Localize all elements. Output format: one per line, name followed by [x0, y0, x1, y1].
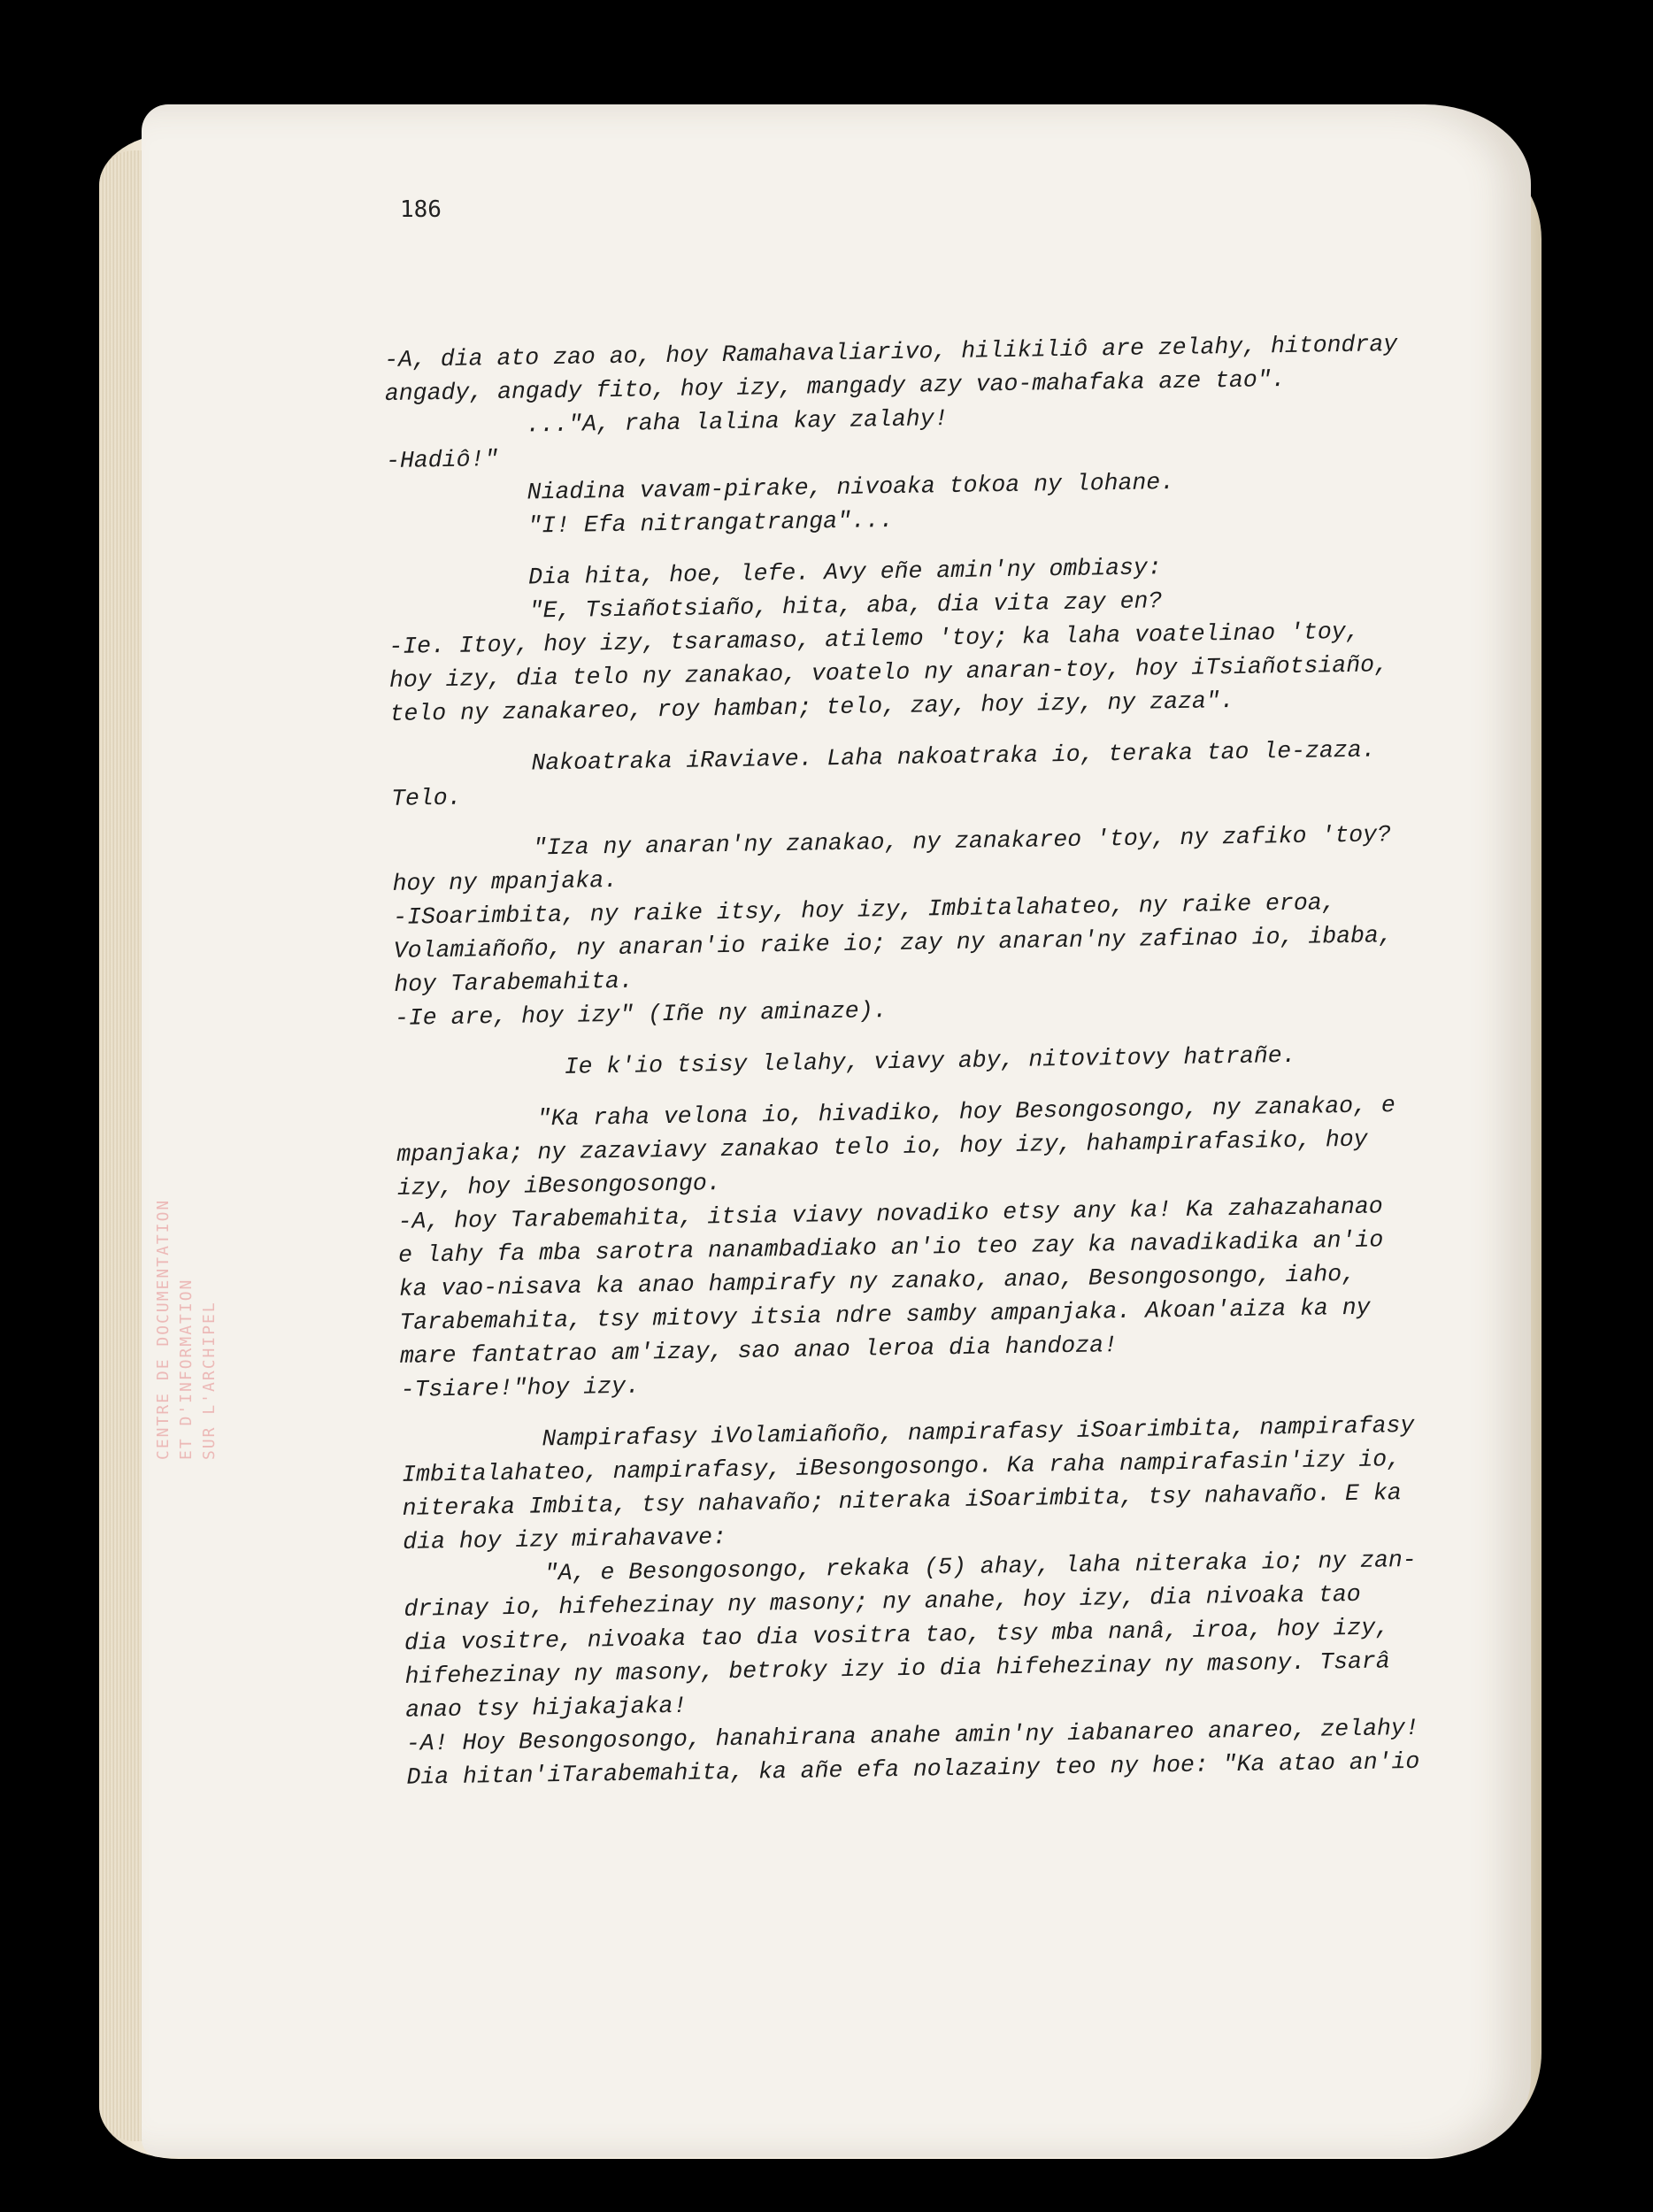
text-line: hifehezinay ny masony, betroky izy io dia hifehezinay ny masony. Tsarâ: [404, 1647, 1390, 1690]
text-line: -ISoarimbita, ny raike itsy, hoy izy, Imbitalahateo, ny raike eroa,: [392, 889, 1336, 931]
text-line: mare fantatrao am'izay, sao anao leroa dia handoza!: [399, 1332, 1119, 1370]
paragraph-block: [384, 326, 1449, 545]
text-line: hoy ny mpanjaka.: [392, 866, 619, 897]
text-line: Nakoatraka iRaviave. Laha nakoatraka io, teraka tao le-zaza.: [390, 736, 1376, 779]
text-line: "Iza ny anaran'ny zanakao, ny zanakareo 'toy, ny zafiko 'toy?: [391, 821, 1392, 864]
text-line: -A! Hoy Besongosongo, hanahirana anahe amin'ny iabanareo anareo, zelahy!: [405, 1714, 1419, 1757]
text-line: e lahy fa mba sarotra nanambadiako an'io teo zay ka navadikadika an'io: [397, 1226, 1384, 1269]
text-line: dia vositre, nivoaka tao dia vositra tao, tsy mba nanâ, iroa, hoy izy,: [404, 1614, 1390, 1656]
text-line: hoy izy, dia telo ny zanakao, voatelo ny anaran-toy, hoy iTsiañotsiaño,: [388, 651, 1389, 694]
text-line: mpanjaka; ny zazaviavy zanakao telo io, hoy izy, hahampirafasiko, hoy: [396, 1125, 1368, 1168]
page-number: 186: [400, 196, 442, 223]
text-line: ..."A, raha lalina kay zalahy!: [385, 404, 949, 441]
text-line: -A, dia ato zao ao, hoy Ramahavaliarivo, hilikiliô are zelahy, hitondray: [384, 331, 1398, 373]
text-line: niteraka Imbita, tsy nahavaño; niteraka iSoarimbita, tsy nahavaño. E ka: [402, 1479, 1402, 1522]
stamp-line: SUR L'ARCHIPEL: [200, 1301, 219, 1460]
text-line: -Ie. Itoy, hoy izy, tsaramaso, atilemo 'toy; ka laha voatelinao 'toy,: [388, 618, 1360, 660]
library-stamp: [152, 911, 219, 1460]
text-line: Niadina vavam-pirake, nivoaka tokoa ny lohane.: [386, 468, 1175, 508]
text-line: telo ny zanakareo, roy hamban; telo, zay, hoy izy, ny zaza".: [389, 687, 1234, 727]
text-line: anao tsy hijakajaka!: [405, 1692, 688, 1724]
text-line: Ie k'io tsisy lelahy, viavy aby, nitovitovy hatrañe.: [395, 1041, 1296, 1083]
paragraph-block: [392, 817, 1457, 1035]
paragraph-block: [388, 546, 1452, 731]
stamp-line: ET D'INFORMATION: [177, 1278, 196, 1460]
text-line: "I! Efa nitrangatranga"...: [387, 506, 894, 541]
text-line: izy, hoy iBesongosongo.: [396, 1170, 721, 1202]
text-line: -Tsiare!"hoy izy.: [400, 1372, 641, 1403]
text-line: angady, angady fito, hoy izy, mangady azy vao-mahafaka aze tao".: [384, 366, 1286, 407]
text-line: Dia hitan'iTarabemahita, ka añe efa nolazainy teo ny hoe: "Ka atao an'io: [406, 1747, 1420, 1791]
text-line: Tarabemahita, tsy mitovy itsia ndre samby ampanjaka. Akoan'aiza ka ny: [399, 1294, 1371, 1336]
text-line: -Hadiô!": [385, 445, 499, 474]
text-line: ka vao-nisava ka anao hampirafy ny zanako, anao, Besongosongo, iaho,: [398, 1260, 1357, 1302]
text-line: "Ka raha velona io, hivadiko, hoy Besongosongo, ny zanakao, e: [396, 1092, 1395, 1134]
text-line: "E, Tsiañotsiaño, hita, aba, dia vita zay en?: [388, 588, 1163, 626]
text-line: Dia hita, hoe, lefe. Avy eñe amin'ny ombiasy:: [387, 554, 1162, 593]
text-line: dia hoy izy mirahavave:: [403, 1524, 727, 1555]
stamp-line: CENTRE DE DOCUMENTATION: [154, 1198, 173, 1460]
paragraph-block: [401, 1408, 1468, 1794]
text-line: -Ie are, hoy izy" (Iñe ny aminaze).: [394, 997, 888, 1032]
paragraph-block: [396, 1087, 1463, 1407]
text-line: drinay io, hifehezinay ny masony; ny anahe, hoy izy, dia nivoaka tao: [404, 1580, 1361, 1623]
text-line: Volamiañoño, ny anaran'io raike io; zay ny anaran'ny zafinao io, ibaba,: [393, 922, 1393, 964]
page-body-text: [384, 326, 1469, 1794]
text-line: "A, e Besongosongo, rekaka (5) ahay, laha niteraka io; ny zan-: [403, 1546, 1417, 1589]
text-line: Imbitalahateo, nampirafasy, iBesongosongo. Ka raha nampirafasin'izy io,: [401, 1446, 1402, 1488]
text-line: Nampirafasy iVolamiañoño, nampirafasy iSoarimbita, nampirafasy: [401, 1411, 1415, 1455]
text-line: hoy Tarabemahita.: [394, 967, 634, 998]
text-line: -A, hoy Tarabemahita, itsia viavy novadiko etsy any ka! Ka zahazahanao: [397, 1193, 1383, 1235]
text-line: Telo.: [390, 784, 462, 812]
